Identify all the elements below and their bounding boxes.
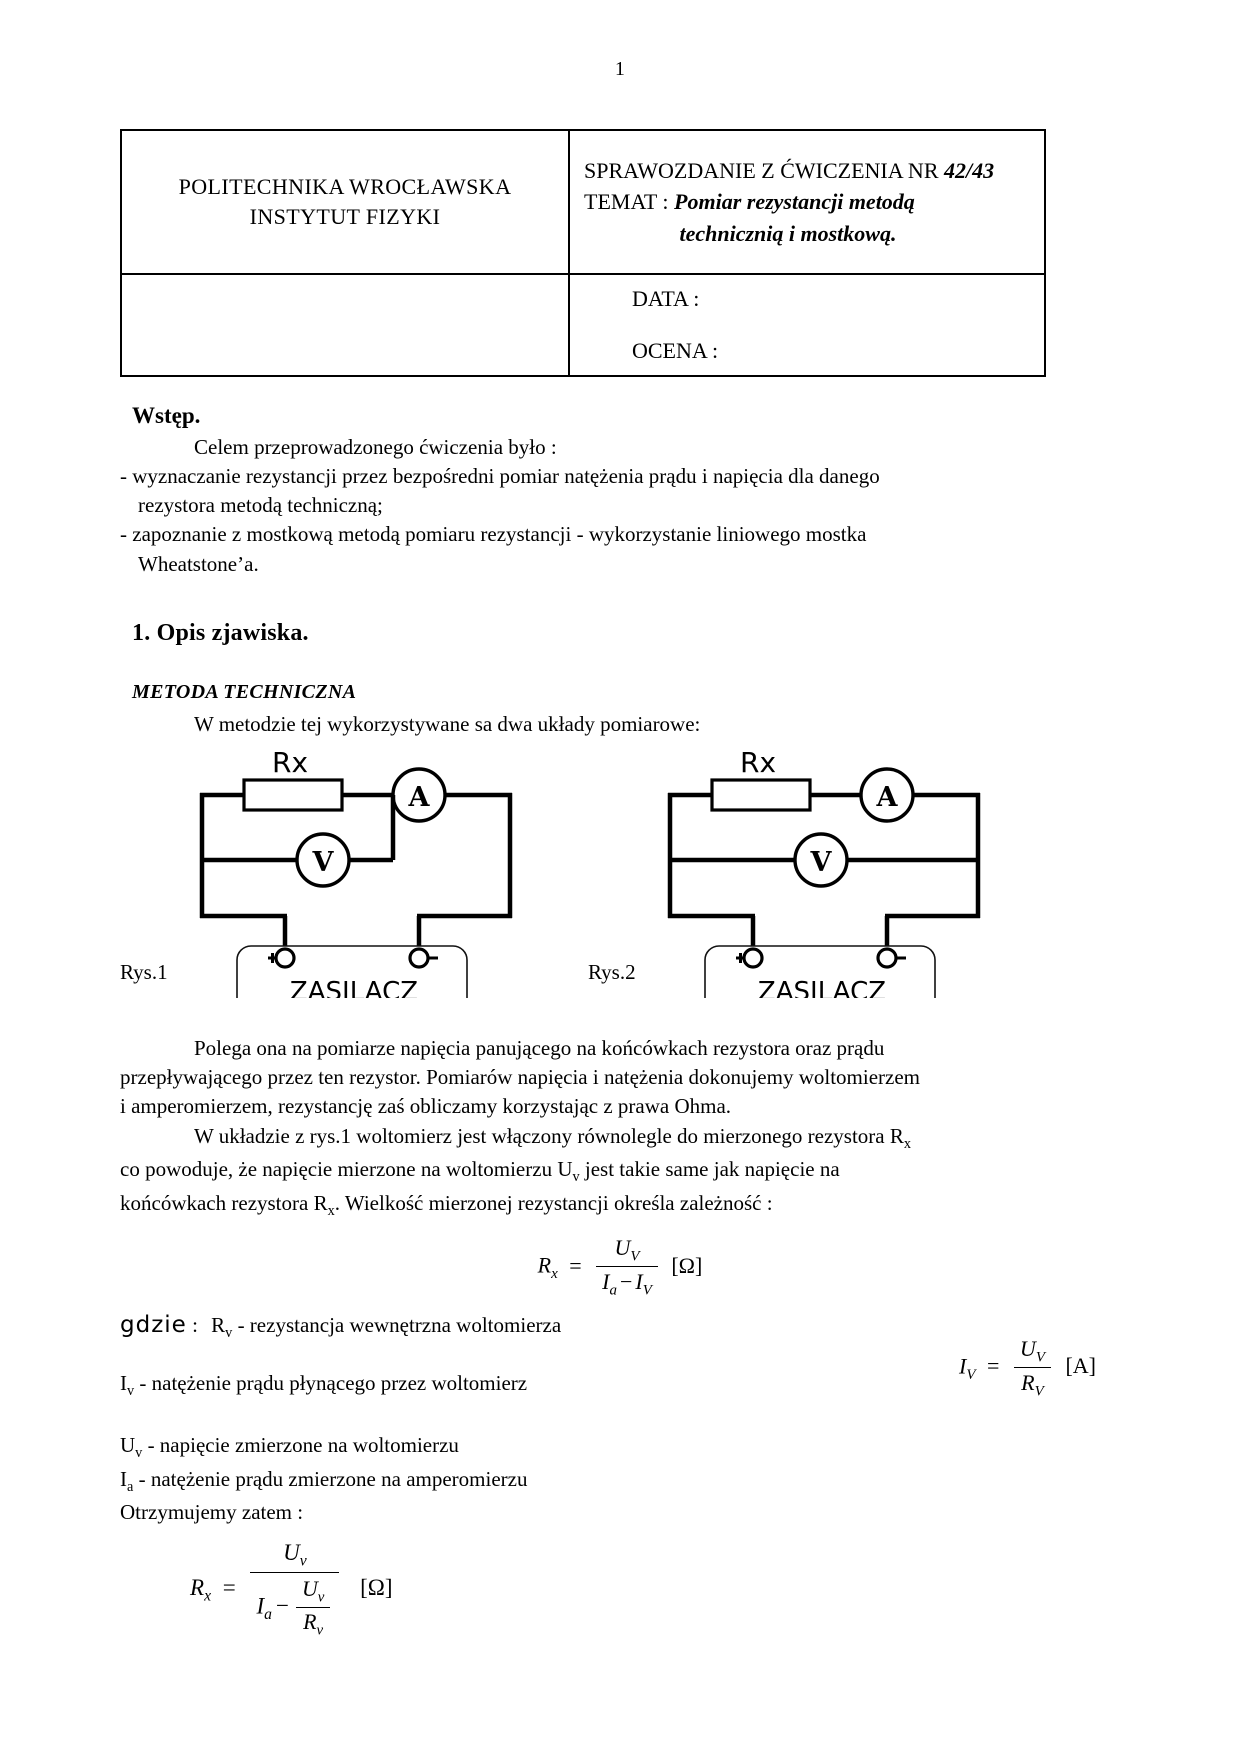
grade-label: OCENA :	[632, 338, 719, 363]
formula-1-denominator	[596, 1267, 658, 1299]
formula-2-den-sym: R	[1021, 1370, 1035, 1396]
formula-iv	[959, 1336, 1096, 1401]
formula-2-num-sub: V	[1035, 1349, 1045, 1366]
formula-3-den-a-sub: a	[264, 1606, 272, 1624]
para-uklad-line-3-sub: x	[327, 1202, 335, 1219]
formula-2-lhs-sub: V	[966, 1366, 976, 1383]
power-supply-label: ZASILACZ	[757, 976, 887, 998]
definition-3-text: - napięcie zmierzone na woltomierzu	[147, 1433, 459, 1458]
terminal-positive	[276, 949, 294, 967]
formula-2-fraction	[1014, 1336, 1051, 1401]
formula-1-equals: =	[569, 1252, 582, 1278]
para-uklad-line-3	[120, 1189, 1120, 1221]
formula-1-den-b: I	[635, 1269, 643, 1295]
formula-1-unit: [Ω]	[671, 1252, 703, 1278]
formula-3-outer-fraction	[250, 1540, 339, 1639]
para-polega-line-3: i amperomierzem, rezystancję zaś obliczamy korzystając z prawa Ohma.	[120, 1094, 732, 1118]
formula-1-num-sym: U	[614, 1235, 631, 1261]
formula-3-inner-num-sub: v	[317, 1589, 325, 1606]
formula-1-lhs: R	[537, 1252, 552, 1278]
report-header-table	[120, 129, 1046, 377]
formula-3-numerator	[250, 1540, 339, 1573]
definition-4	[120, 1465, 1120, 1497]
formula-1-den-a-sub: a	[609, 1282, 617, 1299]
intro-bullet-1-line-2: rezystora metodą techniczną;	[138, 493, 383, 518]
formula-3-expression	[190, 1540, 393, 1639]
formula-1-den-b-sub: V	[642, 1282, 652, 1299]
para-uklad-line-2-sub: v	[572, 1169, 580, 1186]
date-label: DATA :	[632, 286, 700, 311]
table-row-title	[121, 130, 1045, 274]
para-uklad-line-2-text-b: jest takie same jak napięcie na	[579, 1157, 840, 1182]
report-title-line	[584, 155, 1034, 186]
report-label: SPRAWOZDANIE Z ĆWICZENIA NR	[584, 158, 939, 184]
intro-lead: Celem przeprowadzonego ćwiczenia było :	[194, 435, 557, 459]
para-uklad-line-3-text-a: końcówkach rezystora R	[120, 1190, 328, 1215]
formula-3-lhs: R	[190, 1575, 205, 1601]
formula-3-inner-den-sym: R	[303, 1610, 317, 1635]
topic-text-2: technicznią i mostkową.	[679, 220, 897, 246]
formula-3-inner-den-sub: v	[316, 1622, 324, 1639]
formula-3-num-sub: v	[299, 1552, 307, 1570]
definition-2-symbol: I	[120, 1371, 127, 1396]
formula-2-numerator	[1014, 1336, 1051, 1368]
circuit-diagram-2-svg	[650, 748, 1010, 998]
definition-1-symbol: R	[211, 1312, 226, 1337]
resistor-rx-body	[712, 780, 810, 810]
gdzie-label: gdzie	[120, 1311, 187, 1338]
resistor-rx-label: Rx	[739, 747, 777, 779]
terminal-negative	[878, 949, 896, 967]
gdzie-colon: :	[192, 1312, 198, 1337]
formula-2-num-sym: U	[1019, 1335, 1036, 1361]
formula-1-num-sub: V	[630, 1248, 640, 1265]
para-uklad-line-2-text-a: co powoduje, że napięcie mierzone na woltomierzu U	[120, 1157, 573, 1182]
formula-2-expression	[959, 1336, 1096, 1401]
formula-3-unit: [Ω]	[360, 1575, 393, 1601]
formula-1-fraction	[596, 1235, 658, 1300]
formula-2-lhs: I	[959, 1353, 967, 1379]
formula-3-inner-den	[296, 1608, 330, 1639]
institution-cell	[121, 130, 569, 274]
formula-3-num-sym: U	[283, 1540, 300, 1566]
intro-bullet-2-line-2: Wheatstone’a.	[138, 551, 259, 576]
definition-4-text: - natężenie prądu zmierzone na amperomierzu	[138, 1466, 528, 1491]
section-heading-1: 1. Opis zjawiska.	[132, 619, 309, 646]
voltmeter-label: V	[312, 846, 334, 878]
definition-1-subscript: v	[225, 1325, 233, 1342]
terminal-negative	[410, 949, 428, 967]
formula-3-inner-num-sym: U	[301, 1576, 318, 1601]
resistor-rx-label: Rx	[271, 747, 309, 779]
formula-2-unit: [A]	[1065, 1353, 1096, 1379]
formula-3-denominator	[250, 1573, 339, 1640]
formula-1-numerator	[596, 1235, 658, 1267]
formula-rx-2	[190, 1540, 1120, 1639]
formula-1-den-a: I	[602, 1269, 610, 1295]
definition-3-subscript: v	[135, 1445, 143, 1462]
para-uklad-line-1-text: W układzie z rys.1 woltomierz jest włączony równolegle do mierzonego rezystora R	[194, 1124, 904, 1149]
ammeter-label: A	[876, 781, 898, 813]
subsection-heading-metoda: METODA TECHNICZNA	[132, 680, 357, 703]
formula-3-inner-fraction	[296, 1577, 330, 1640]
para-polega-line-1: Polega ona na pomiarze napięcia panującego na końcówkach rezystora oraz prądu	[194, 1035, 885, 1060]
para-uklad-line-1	[120, 1122, 1120, 1154]
formula-3-den-a: I	[256, 1593, 265, 1619]
definition-4-subscript: a	[127, 1478, 134, 1495]
formula-3-lhs-sub: x	[204, 1587, 211, 1605]
formula-3-den-minus: −	[275, 1593, 289, 1619]
voltmeter-label: V	[810, 846, 832, 878]
definition-3-symbol: U	[120, 1433, 136, 1458]
circuit-diagram-1-svg	[182, 748, 542, 998]
report-number: 42/43	[944, 158, 995, 184]
power-supply-label: ZASILACZ	[289, 976, 419, 998]
figure-1-caption: Rys.1	[120, 959, 168, 984]
circuit-figure-2	[650, 748, 1010, 1003]
formula-1-lhs-sub: x	[551, 1265, 558, 1282]
topic-label: TEMAT :	[584, 189, 669, 215]
definition-3	[120, 1431, 1120, 1463]
formula-2-den-sub: V	[1034, 1383, 1044, 1400]
definition-2-subscript: v	[127, 1383, 135, 1400]
definitions-block	[120, 1310, 1120, 1497]
formula-3-equals: =	[222, 1575, 236, 1601]
figures-container	[120, 748, 1120, 998]
definition-2-text: - natężenie prądu płynącego przez woltomierz	[139, 1371, 528, 1396]
figure-2-caption: Rys.2	[588, 959, 636, 984]
formula-3-inner-num	[296, 1577, 330, 1608]
table-row-meta	[121, 274, 1045, 376]
para-uklad-line-1-sub: x	[903, 1136, 912, 1153]
meta-cell	[569, 274, 1045, 376]
formula-1-expression	[538, 1235, 703, 1300]
para-uklad-line-3-text-b: . Wielkość mierzonej rezystancji określa zależność :	[334, 1190, 773, 1215]
institution-line-2: INSTYTUT FIZYKI	[249, 204, 441, 229]
topic-text-1: Pomiar rezystancji metodą	[674, 189, 915, 215]
formula-rx-1	[120, 1235, 1120, 1300]
circuit-figure-1	[182, 748, 542, 1003]
definition-1-text: - rezystancja wewnętrzna woltomierza	[237, 1312, 562, 1337]
metoda-intro-line: W metodzie tej wykorzystywane sa dwa układy pomiarowe:	[194, 711, 701, 736]
institution-line-1: POLITECHNIKA WROCŁAWSKA	[178, 173, 512, 199]
resistor-rx-body	[244, 780, 342, 810]
para-uklad-line-2	[120, 1155, 1120, 1187]
ammeter-label: A	[408, 781, 430, 813]
blank-cell	[121, 274, 569, 376]
topic-line-1	[584, 186, 1034, 217]
definition-4-symbol: I	[120, 1466, 127, 1491]
topic-cell	[569, 130, 1045, 274]
formula-1-den-minus: −	[619, 1269, 633, 1295]
formula-2-denominator	[1014, 1368, 1051, 1400]
page-number: 1	[614, 58, 626, 80]
formula-2-equals: =	[987, 1353, 1000, 1379]
para-polega-line-2: przepływającego przez ten rezystor. Pomiarów napięcia i natężenia dokonujemy woltomierzem	[120, 1064, 921, 1089]
otrzymujemy-line: Otrzymujemy zatem :	[120, 1500, 304, 1525]
intro-bullet-2-line-1: - zapoznanie z mostkową metodą pomiaru rezystancji - wykorzystanie liniowego mostka	[120, 522, 867, 547]
terminal-positive	[744, 949, 762, 967]
intro-bullet-1-line-1: - wyznaczanie rezystancji przez bezpośredni pomiar natężenia prądu i napięcia dla danego	[120, 464, 880, 489]
definition-1	[203, 1312, 562, 1342]
section-heading-intro: Wstęp.	[132, 403, 201, 428]
